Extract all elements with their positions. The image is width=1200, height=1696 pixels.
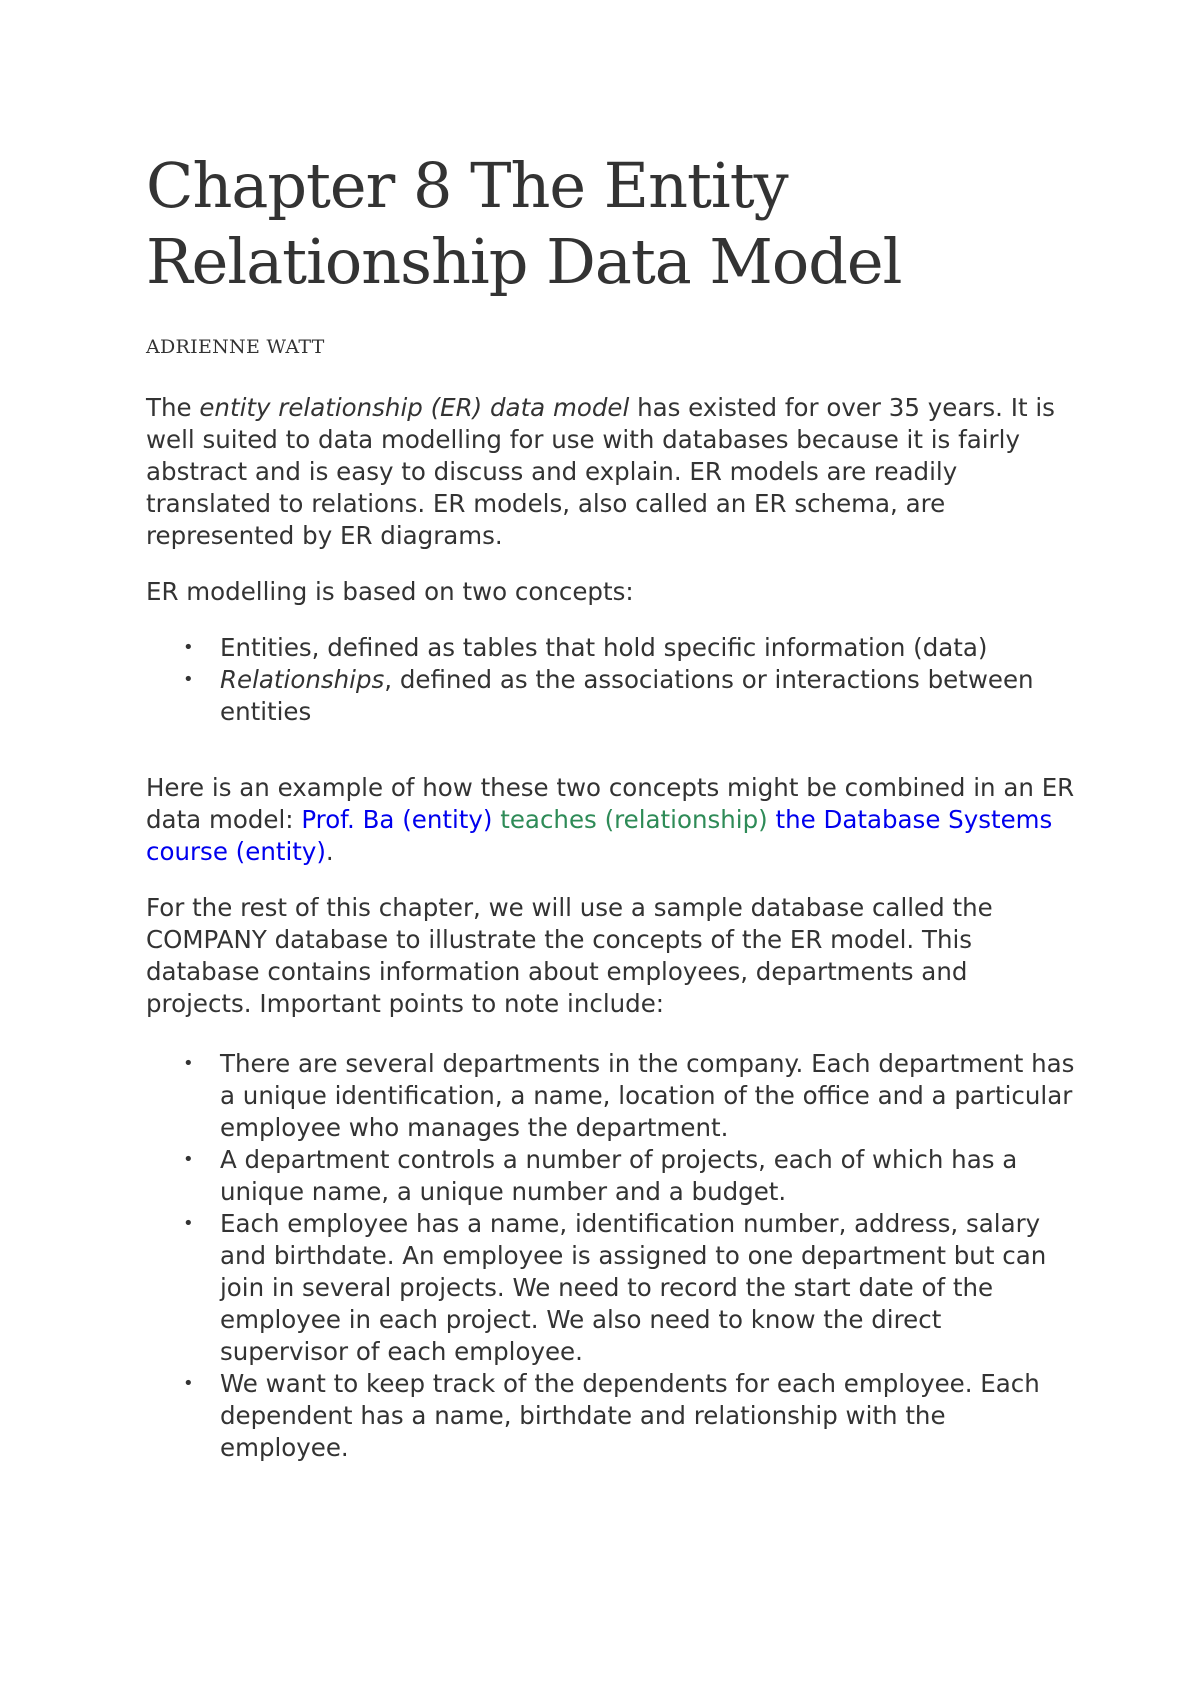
example-post: . bbox=[325, 837, 334, 866]
company-intro: For the rest of this chapter, we will use a sample database called the COMPANY database to illustrate the concepts of the ER model. This database contains information about employees, departments and projects. Important points to note include: bbox=[146, 893, 993, 1018]
author-name: ADRIENNE WATT bbox=[146, 336, 325, 358]
bullet-icon: • bbox=[183, 1213, 194, 1234]
concepts-list bbox=[146, 632, 1076, 728]
example-relationship: teaches (relationship) bbox=[500, 805, 768, 834]
intro-term: entity relationship (ER) data model bbox=[199, 393, 630, 422]
document-content bbox=[146, 148, 1076, 1488]
point-text: We want to keep track of the dependents for each employee. Each dependent has a name, birthdate and relationship with the employee. bbox=[220, 1369, 1040, 1462]
example-entity-2: the Database Systems course (entity) bbox=[146, 805, 1053, 866]
company-points-list bbox=[146, 1048, 1076, 1464]
bullet-icon: • bbox=[183, 637, 194, 658]
point-text: Each employee has a name, identification number, address, salary and birthdate. An employee is assigned to one department but can join in several projects. We need to record the start date of the employee in each project. We also need to know the direct supervisor of each employee. bbox=[220, 1209, 1047, 1366]
concept-term: Relationships bbox=[220, 665, 385, 694]
list-item bbox=[183, 1048, 1076, 1144]
list-item bbox=[183, 664, 1076, 728]
concept-text: , defined as the associations or interactions between entities bbox=[220, 665, 1034, 726]
list-item bbox=[183, 1144, 1076, 1208]
list-item bbox=[183, 1368, 1076, 1464]
bullet-icon: • bbox=[183, 1149, 194, 1170]
bullet-icon: • bbox=[183, 1053, 194, 1074]
list-item bbox=[183, 632, 1076, 664]
point-text: A department controls a number of projects, each of which has a unique name, a unique number and a budget. bbox=[220, 1145, 1018, 1206]
chapter-title: Chapter 8 The Entity Relationship Data Model bbox=[146, 149, 902, 298]
concepts-intro: ER modelling is based on two concepts: bbox=[146, 577, 634, 606]
bullet-icon: • bbox=[183, 669, 194, 690]
point-text: There are several departments in the company. Each department has a unique identification, a name, location of the office and a particular employee who manages the department. bbox=[220, 1049, 1075, 1142]
concept-text: Entities, defined as tables that hold specific information (data) bbox=[220, 633, 988, 662]
list-item bbox=[183, 1208, 1076, 1368]
intro-pre: The bbox=[146, 393, 200, 422]
intro-paragraph bbox=[146, 392, 1076, 552]
bullet-icon: • bbox=[183, 1373, 194, 1394]
example-entity-1: Prof. Ba (entity) bbox=[301, 805, 493, 834]
example-paragraph bbox=[146, 772, 1076, 868]
intro-post: has existed for over 35 years. It is well suited to data modelling for use with databases because it is fairly abstract and is easy to discuss and explain. ER models are readily translated to relations. ER models, also called an ER schema, are represented by ER diagrams. bbox=[146, 393, 1055, 550]
example-pre: Here is an example of how these two concepts might be combined in an ER data model: bbox=[146, 773, 1075, 834]
